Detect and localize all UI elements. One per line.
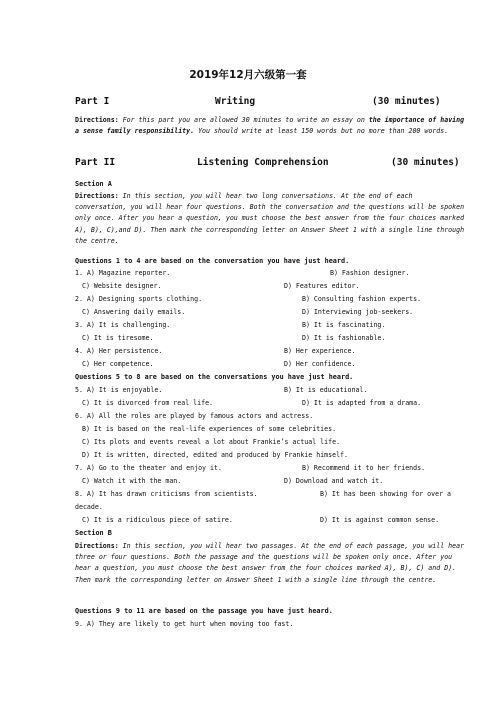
q1-option-a: 1. A) Magazine reporter. [75, 269, 171, 277]
q8-option-a: 8. A) It has drawn criticisms from scientists. [75, 490, 258, 498]
question-group-1: Questions 1 to 4 are based on the conversation you have just heard. [75, 257, 350, 265]
q6-option-c: C) Its plots and events reveal a lot about Frankie’s actual life. [82, 438, 341, 446]
part1-directions-b: You should write at least 150 words but no more than 200 words. [198, 127, 449, 136]
q7-option-b: B) Recommend it to her friends. [302, 464, 426, 472]
q7-option-c: C) Watch it with the man. [82, 477, 182, 485]
q6-option-d: D) It is written, directed, edited and produced by Frankie himself. [82, 451, 348, 459]
question-group-2: Questions 5 to 8 are based on the conversations you have just heard. [75, 373, 354, 381]
q5-option-d: D) It is adapted from a drama. [302, 399, 422, 407]
q7-option-d: D) Download and watch it. [284, 477, 384, 485]
q4-option-c: C) Her competence. [82, 360, 154, 368]
part1-directions-label: Directions: [75, 116, 119, 124]
q8-option-b: B) It has been showing for over a [320, 490, 452, 498]
section-a-heading: Section A [75, 180, 112, 188]
q1-option-d: D) Features editor. [284, 282, 360, 290]
section-b-heading: Section B [75, 529, 112, 537]
part1-directions-a: For this part you are allowed 30 minutes to write an essay on [122, 116, 365, 124]
section-b-directions-text: In this section, you will hear two passages. At the end of each passage, you will hear three or four questions. Both the passage and the questions will be spoken only once. After you hear a question, you must choose the best answer from the four choices marked A), B), C) and D). Then mark the corresponding letter on Answer Sheet 1 with a single line through the centre. [75, 542, 465, 584]
q2-option-b: B) Consulting fashion experts. [302, 295, 422, 303]
part2-label: Part II [75, 157, 116, 168]
part2-time: (30 minutes) [391, 157, 460, 168]
part1-directions [75, 115, 467, 137]
page-title: 2019年12月六级第一套 [189, 69, 307, 81]
q5-option-c: C) It is divorced from real life. [82, 399, 214, 407]
q6-option-a: 6. A) All the roles are played by famous actors and actress. [75, 412, 314, 420]
q2-option-c: C) Answering daily emails. [82, 308, 186, 316]
q2-option-d: D) Interviewing job-seekers. [302, 308, 414, 316]
section-b-directions [75, 541, 467, 586]
part2-name: Listening Comprehension [197, 157, 329, 168]
section-b-directions-label: Directions: [75, 542, 119, 550]
q8-option-b-continued: decade. [75, 503, 103, 511]
q5-option-a: 5. A) It is enjoyable. [75, 386, 163, 394]
q8-option-d: D) It is against common sense. [320, 516, 440, 524]
q3-option-a: 3. A) It is challenging. [75, 321, 171, 329]
section-a-directions-label: Directions: [75, 192, 119, 200]
q2-option-a: 2. A) Designing sports clothing. [75, 295, 203, 303]
section-a-directions-text: In this section, you will hear two long conversations. At the end of each conversation, you will hear four questions. Both the conversation and the questions will be spoken only once. After you hear a question, you must choose the best answer from the four choices marked A), B), C),and D). Then mark the corresponding letter on Answer Sheet 1 with a single line through the centre. [75, 192, 465, 245]
q8-option-c: C) It is a ridiculous piece of satire. [82, 516, 233, 524]
q4-option-b: B) Her experience. [284, 347, 356, 355]
question-group-3: Questions 9 to 11 are based on the passage you have just heard. [75, 607, 333, 615]
q4-option-d: D) Her confidence. [284, 360, 356, 368]
q7-option-a: 7. A) Go to the theater and enjoy it. [75, 464, 222, 472]
q5-option-b: B) It is educational. [284, 386, 368, 394]
q4-option-a: 4. A) Her persistence. [75, 347, 163, 355]
section-a-directions [75, 191, 467, 247]
part1-label: Part I [75, 96, 110, 107]
q9-option-a: 9. A) They are likely to get hurt when moving too fast. [75, 620, 294, 628]
q1-option-c: C) Website designer. [82, 282, 162, 290]
q3-option-b: B) It is fascinating. [302, 321, 386, 329]
q1-option-b: B) Fashion designer. [330, 269, 410, 277]
part1-directions-topic: the importance of having a sense family responsibility. [75, 116, 465, 136]
q3-option-c: C) It is tiresome. [82, 334, 154, 342]
q3-option-d: D) It is fashionable. [302, 334, 386, 342]
part1-time: (30 minutes) [372, 96, 441, 107]
part1-name: Writing [215, 96, 256, 107]
q6-option-b: B) It is based on the real-life experiences of some celebrities. [82, 425, 337, 433]
